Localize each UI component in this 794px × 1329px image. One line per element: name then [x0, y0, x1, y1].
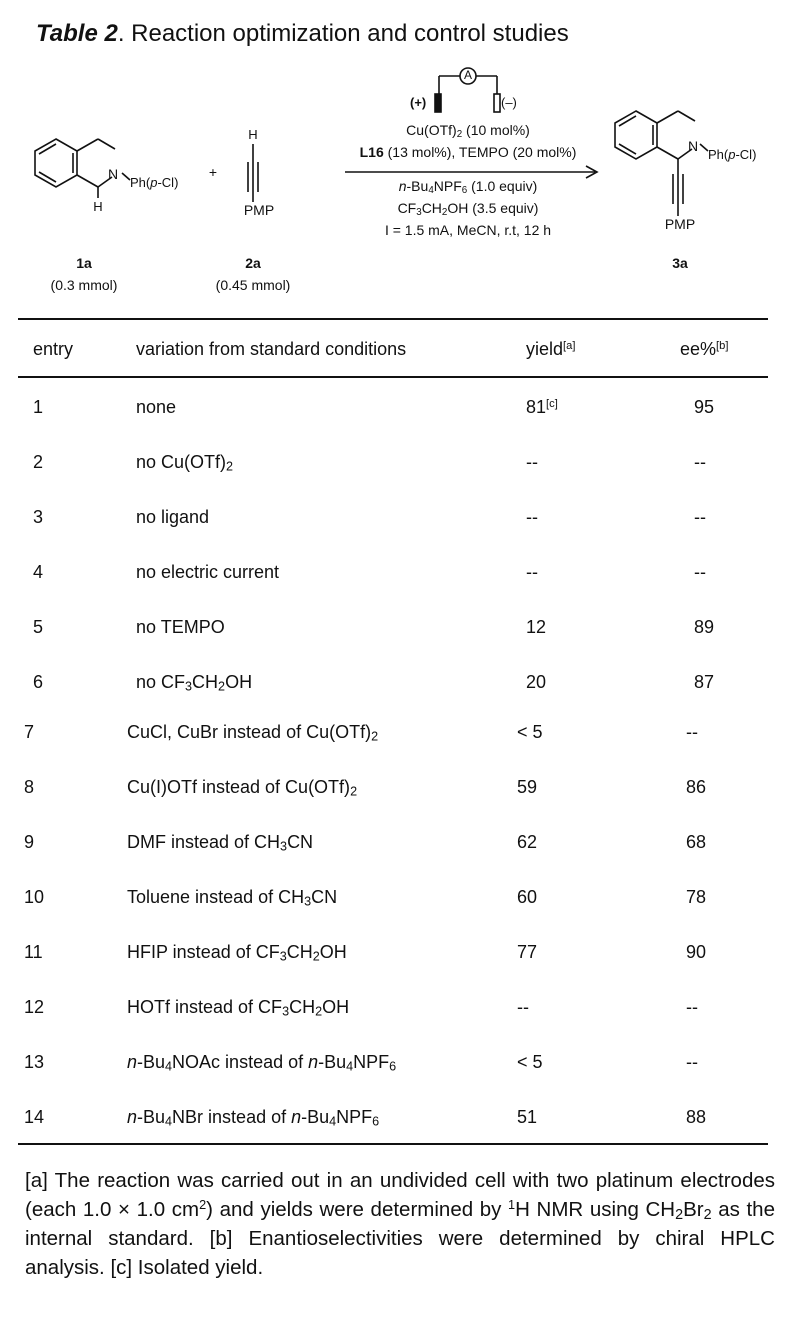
row-2-variation: no $Cu(OTf)_2$: [136, 452, 234, 474]
row-8-entry: 8: [24, 777, 35, 797]
table-top-rule: [18, 318, 768, 320]
row-2-yield: --: [526, 452, 538, 472]
cathode-label: (–): [501, 95, 517, 110]
row-4-ee: --: [694, 562, 706, 582]
reactant-2a-id: 2a: [245, 255, 261, 271]
row-4-variation: no electric current: [136, 562, 280, 582]
table-title: [36, 20, 569, 48]
row-14-yield: 51: [517, 1107, 538, 1127]
table-header-rule: [18, 376, 768, 378]
product-3a-id: 3a: [672, 255, 688, 271]
row-12-ee: --: [686, 997, 698, 1017]
reactant-2a-structure: [248, 144, 258, 202]
reaction-scheme: [0, 60, 794, 310]
condition-electrolysis: I = 1.5 mA, MeCN, r.t, 12 h: [384, 222, 552, 238]
row-2-entry: 2: [33, 452, 44, 472]
table-caption: . Reaction optimization and control studies: [117, 20, 569, 47]
product-3a-substituent: Ph(p-Cl): [708, 147, 757, 162]
header-entry: entry: [33, 339, 74, 359]
reactant-2a-substituent: PMP: [243, 202, 275, 218]
header-ee: ee%[b]: [680, 339, 729, 359]
product-3a-structure: [615, 111, 708, 216]
condition-additive: $CF_3CH_2OH$ (3.5 equiv): [397, 200, 539, 218]
row-14-variation: $n-Bu_4NBr$ instead of $n-Bu_4NPF_6$: [127, 1107, 380, 1129]
row-5-entry: 5: [33, 617, 44, 637]
table-bottom-rule: [18, 1143, 768, 1145]
row-9-entry: 9: [24, 832, 35, 852]
row-9-yield: 62: [517, 832, 538, 852]
row-10-entry: 10: [24, 887, 45, 907]
reaction-scheme-drawing: [0, 60, 794, 310]
row-12-yield: --: [517, 997, 529, 1017]
row-1-entry: 1: [33, 397, 44, 417]
row-9-variation: DMF instead of $CH_3CN$: [127, 832, 314, 854]
row-14-ee: 88: [686, 1107, 707, 1127]
product-3a-alkyne-substituent: PMP: [664, 216, 696, 232]
row-1-ee: 95: [694, 397, 715, 417]
row-5-ee: 89: [694, 617, 715, 637]
row-7-ee: --: [686, 722, 698, 742]
reactant-1a-amount: (0.3 mmol): [50, 277, 118, 293]
row-6-ee: 87: [694, 672, 715, 692]
row-10-ee: 78: [686, 887, 707, 907]
row-6-variation: no $CF_3CH_2OH$: [136, 672, 253, 694]
reactant-1a-h-label: H: [93, 199, 103, 214]
row-4-entry: 4: [33, 562, 44, 582]
row-9-ee: 68: [686, 832, 707, 852]
row-6-entry: 6: [33, 672, 44, 692]
reactant-1a-substituent: Ph(p-Cl): [130, 175, 179, 190]
header-variation: variation from standard conditions: [136, 339, 407, 359]
condition-ligand: L16 (13 mol%), TEMPO (20 mol%): [359, 144, 577, 160]
row-8-ee: 86: [686, 777, 707, 797]
row-6-yield: 20: [526, 672, 547, 692]
row-11-variation: HFIP instead of $CF_3CH_2OH$: [127, 942, 347, 964]
reactant-2a-amount: (0.45 mmol): [215, 277, 291, 293]
row-7-yield: < 5: [517, 722, 543, 742]
row-1-yield: 81[c]: [526, 397, 558, 417]
row-3-yield: --: [526, 507, 538, 527]
row-13-yield: < 5: [517, 1052, 543, 1072]
row-8-yield: 59: [517, 777, 538, 797]
reactant-1a-n-label: N: [108, 166, 119, 182]
row-7-entry: 7: [24, 722, 35, 742]
row-12-entry: 12: [24, 997, 45, 1017]
row-11-entry: 11: [24, 942, 43, 962]
row-10-yield: 60: [517, 887, 538, 907]
row-11-yield: 77: [517, 942, 538, 962]
row-3-variation: no ligand: [136, 507, 210, 527]
row-8-variation: Cu(I)OTf instead of $Cu(OTf)_2$: [127, 777, 358, 799]
anode-label: (+): [410, 95, 427, 110]
row-13-entry: 13: [24, 1052, 45, 1072]
row-5-yield: 12: [526, 617, 547, 637]
row-5-variation: no TEMPO: [136, 617, 225, 637]
reactant-1a-id: 1a: [76, 255, 92, 271]
row-11-ee: 90: [686, 942, 707, 962]
ammeter-label: A: [463, 68, 473, 82]
table-label: Table 2: [36, 20, 118, 47]
reactant-2a-h-label: H: [248, 127, 258, 142]
row-2-ee: --: [694, 452, 706, 472]
plus-sign: +: [208, 164, 218, 180]
row-13-variation: $n-Bu_4NOAc$ instead of $n-Bu_4NPF_6$: [127, 1052, 397, 1074]
row-4-yield: --: [526, 562, 538, 582]
row-3-ee: --: [694, 507, 706, 527]
row-1-variation: none: [136, 397, 177, 417]
table-footnotes: [a] The reaction was carried out in an undivided cell with two platinum electrodes (each 1.0 × 1.0 $cm^2$) and yields were determined by $^1$H NMR using $CH_2Br_2$ as the internal standard. [b] Enantioselectivities were determined by chiral HPLC analysis. [c] Isolated yield.: [25, 1169, 775, 1279]
condition-catalyst: $Cu(OTf)_2$ (10 mol%): [406, 122, 530, 140]
row-3-entry: 3: [33, 507, 44, 527]
header-yield: yield[a]: [526, 339, 576, 359]
row-10-variation: Toluene instead of $CH_3CN$: [127, 887, 338, 909]
row-12-variation: HOTf instead of $CF_3CH_2OH$: [127, 997, 350, 1019]
reaction-arrow: [345, 166, 597, 178]
row-13-ee: --: [686, 1052, 698, 1072]
row-14-entry: 14: [24, 1107, 45, 1127]
row-7-variation: CuCl, CuBr instead of $Cu(OTf)_2$: [127, 722, 379, 744]
condition-electrolyte: $n-Bu_4NPF_6$ (1.0 equiv): [398, 178, 538, 196]
product-3a-n-label: N: [688, 138, 699, 154]
